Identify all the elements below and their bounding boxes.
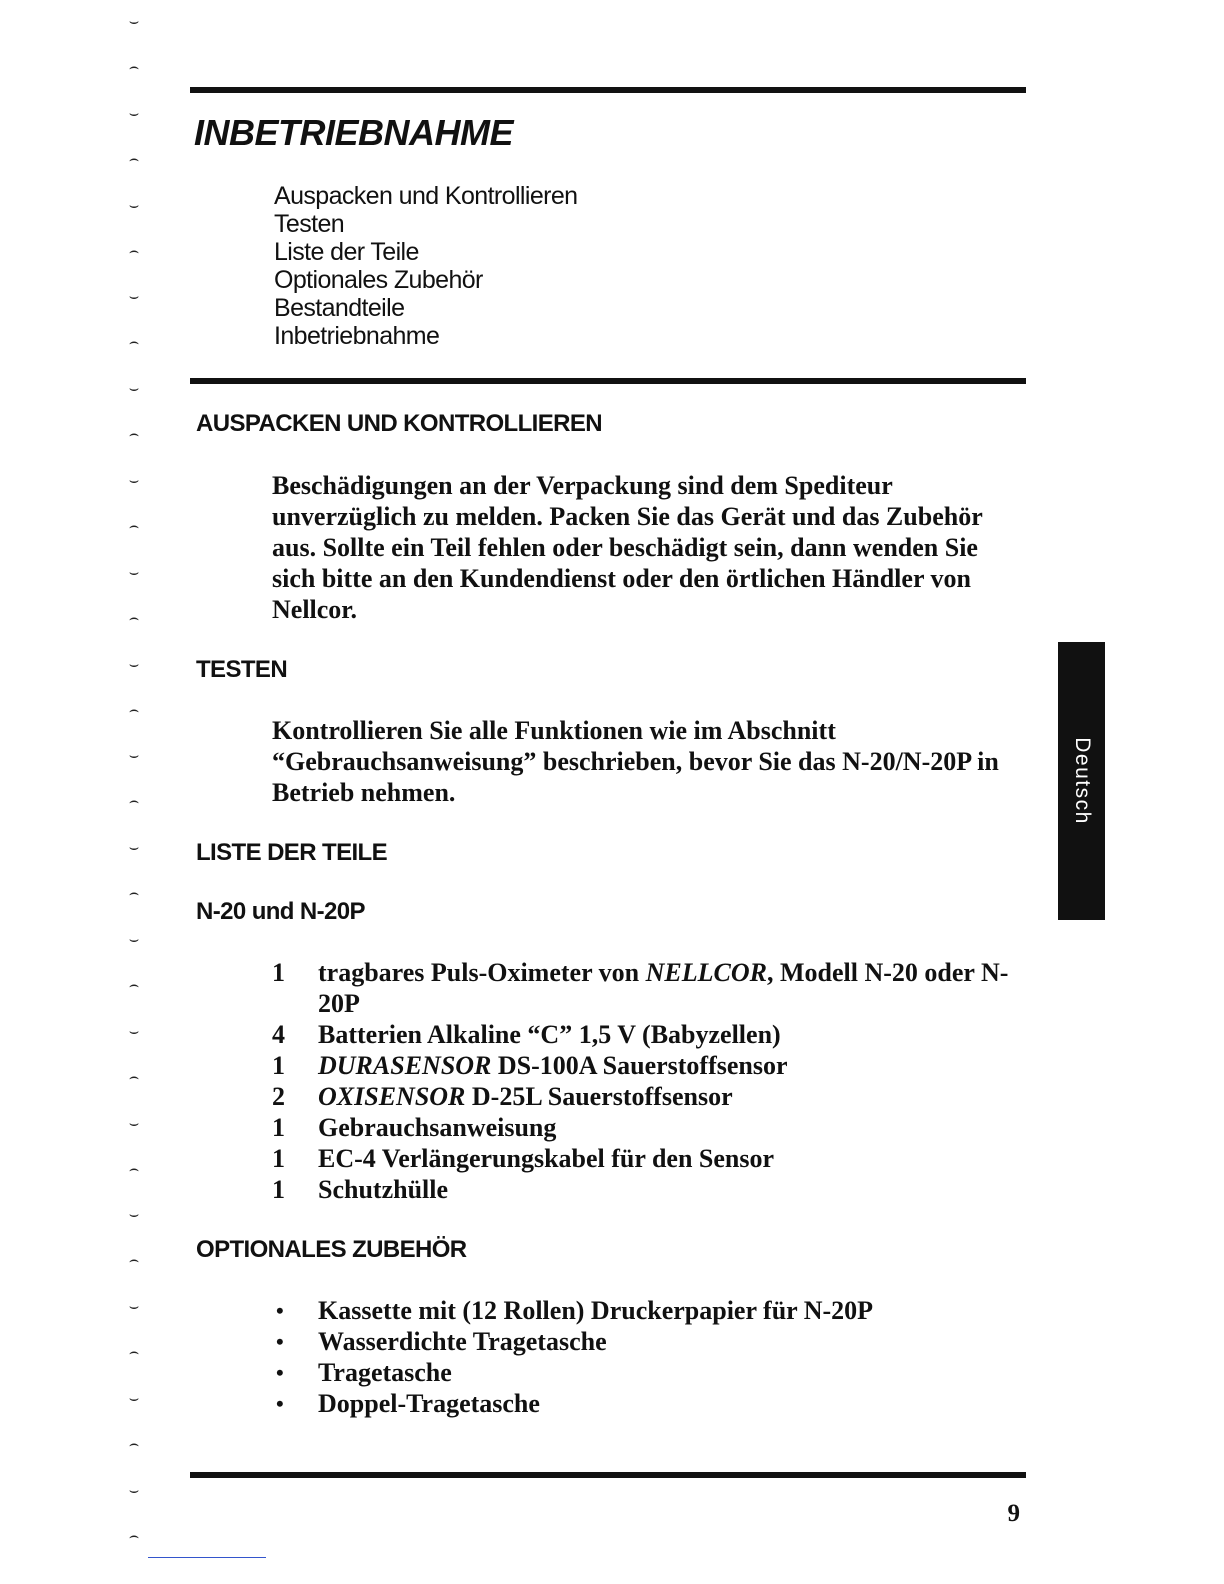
binding-mark-icon: ⌣ xyxy=(128,1296,138,1316)
binding-mark-icon: ⌢ xyxy=(128,791,138,811)
list-item xyxy=(272,1143,1022,1174)
item-text: tragbares Puls-Oximeter von xyxy=(318,958,646,987)
language-tab xyxy=(1058,642,1105,920)
list-item xyxy=(272,1081,1022,1112)
binding-mark-icon: ⌢ xyxy=(128,515,138,535)
binding-mark-icon: ⌣ xyxy=(128,286,138,306)
item-text: Batterien Alkaline “C” 1,5 V (Babyzellen) xyxy=(318,1020,781,1049)
binding-mark-icon: ⌣ xyxy=(128,470,138,489)
binding-mark-icon: ⌣ xyxy=(128,378,138,398)
binding-mark-icon: ⌣ xyxy=(128,745,138,765)
binding-mark-icon: ⌣ xyxy=(128,929,138,948)
binding-mark-icon: ⌣ xyxy=(128,653,138,673)
item-text: Wasserdichte Tragetasche xyxy=(318,1327,607,1356)
list-item xyxy=(272,1295,1022,1326)
list-item xyxy=(272,957,1022,1019)
top-rule xyxy=(190,87,1026,93)
bullet-icon: • xyxy=(276,1360,284,1385)
item-brand: DURASENSOR xyxy=(318,1051,492,1080)
binding-mark-icon: ⌢ xyxy=(128,699,138,719)
heading-accessories: OPTIONALES ZUBEHÖR xyxy=(196,1236,467,1263)
accessories-list xyxy=(272,1295,1022,1419)
binding-mark-icon: ⌣ xyxy=(128,102,138,122)
toc-item: Liste der Teile xyxy=(274,238,419,266)
bullet-icon: • xyxy=(276,1298,284,1323)
list-item xyxy=(272,1174,1022,1205)
language-tab-label: Deutsch xyxy=(1070,737,1094,825)
test-paragraph: Kontrollieren Sie alle Funktionen wie im Abschnitt “Gebrauchsanweisung” beschrieben, bevor Sie das N-20/N-20P in Betrieb nehmen. xyxy=(272,716,999,807)
binding-mark-icon: ⌣ xyxy=(128,561,138,581)
heading-unpack: AUSPACKEN UND KONTROLLIEREN xyxy=(196,410,603,437)
item-quantity: 1 xyxy=(272,958,285,987)
binding-mark-icon: ⌢ xyxy=(128,148,138,168)
bottom-rule xyxy=(190,1472,1026,1478)
item-text: D-25L Sauerstoffsensor xyxy=(465,1082,733,1111)
toc-item: Optionales Zubehör xyxy=(274,266,483,294)
binding-mark-icon: ⌢ xyxy=(128,1158,138,1178)
binding-mark-icon: ⌣ xyxy=(128,1020,138,1040)
item-brand: NELLCOR xyxy=(645,958,767,987)
binding-mark-icon: ⌢ xyxy=(128,1066,138,1086)
list-item xyxy=(272,1112,1022,1143)
binding-mark-icon: ⌢ xyxy=(128,1525,138,1545)
list-item xyxy=(272,1357,1022,1388)
item-quantity: 2 xyxy=(272,1082,285,1111)
item-text: Doppel-Tragetasche xyxy=(318,1389,540,1418)
toc-item: Inbetriebnahme xyxy=(274,322,440,350)
page-title: INBETRIEBNAHME xyxy=(194,112,514,153)
bullet-icon: • xyxy=(276,1391,284,1416)
item-quantity: 1 xyxy=(272,1113,285,1142)
page-number: 9 xyxy=(1007,1500,1020,1527)
binding-mark-icon: ⌣ xyxy=(128,1388,138,1407)
binding-mark-icon: ⌢ xyxy=(128,240,138,260)
item-quantity: 4 xyxy=(272,1020,285,1049)
binding-mark-icon: ⌢ xyxy=(128,1250,138,1270)
parts-list xyxy=(272,957,1022,1205)
toc-item: Auspacken und Kontrollieren xyxy=(274,182,578,210)
binding-mark-icon: ⌢ xyxy=(128,332,138,352)
binding-mark-icon: ⌢ xyxy=(128,1342,138,1362)
binding-mark-icon: ⌣ xyxy=(128,1479,138,1499)
list-item xyxy=(272,1326,1022,1357)
scan-artifact-line xyxy=(148,1557,266,1558)
item-quantity: 1 xyxy=(272,1144,285,1173)
toc-item: Testen xyxy=(274,210,345,238)
section-rule xyxy=(190,378,1026,384)
toc-item: Bestandteile xyxy=(274,294,405,322)
binding-mark-icon: ⌢ xyxy=(128,424,138,444)
item-brand: OXISENSOR xyxy=(318,1082,466,1111)
binding-mark-icon: ⌢ xyxy=(128,974,138,994)
item-text: EC-4 Verlängerungskabel für den Sensor xyxy=(318,1144,775,1173)
binding-marks xyxy=(118,0,152,1584)
bullet-icon: • xyxy=(276,1329,284,1354)
table-of-contents xyxy=(274,182,577,350)
binding-mark-icon: ⌣ xyxy=(128,1112,138,1132)
unpack-paragraph: Beschädigungen an der Verpackung sind dem Spediteur unverzüglich zu melden. Packen Sie das Gerät und das Zubehör aus. Sollte ein Teil fehlen oder beschädigt sein, dann wenden Sie sich bitte an den Kundendienst oder den örtlichen Händler von Nellcor. xyxy=(272,471,983,624)
heading-test: TESTEN xyxy=(196,656,288,683)
item-text: Gebrauchsanweisung xyxy=(318,1113,557,1142)
list-item xyxy=(272,1019,1022,1050)
binding-mark-icon: ⌣ xyxy=(128,11,138,30)
item-text: , Modell N-20 oder N-20P xyxy=(318,958,1009,1018)
binding-mark-icon: ⌢ xyxy=(128,1433,138,1453)
item-quantity: 1 xyxy=(272,1051,285,1080)
item-text: DS-100A Sauerstoffsensor xyxy=(491,1051,788,1080)
item-quantity: 1 xyxy=(272,1175,285,1204)
binding-mark-icon: ⌣ xyxy=(128,194,138,214)
binding-mark-icon: ⌣ xyxy=(128,837,138,857)
item-text: Kassette mit (12 Rollen) Druckerpapier für N-20P xyxy=(318,1296,874,1325)
binding-mark-icon: ⌣ xyxy=(128,1204,138,1224)
list-item xyxy=(272,1050,1022,1081)
list-item xyxy=(272,1388,1022,1419)
binding-mark-icon: ⌢ xyxy=(128,607,138,627)
item-text: Tragetasche xyxy=(318,1358,452,1387)
subheading-models: N-20 und N-20P xyxy=(196,898,365,925)
binding-mark-icon: ⌢ xyxy=(128,56,138,76)
heading-parts: LISTE DER TEILE xyxy=(196,839,388,866)
item-text: Schutzhülle xyxy=(318,1175,449,1204)
binding-mark-icon: ⌢ xyxy=(128,883,138,903)
